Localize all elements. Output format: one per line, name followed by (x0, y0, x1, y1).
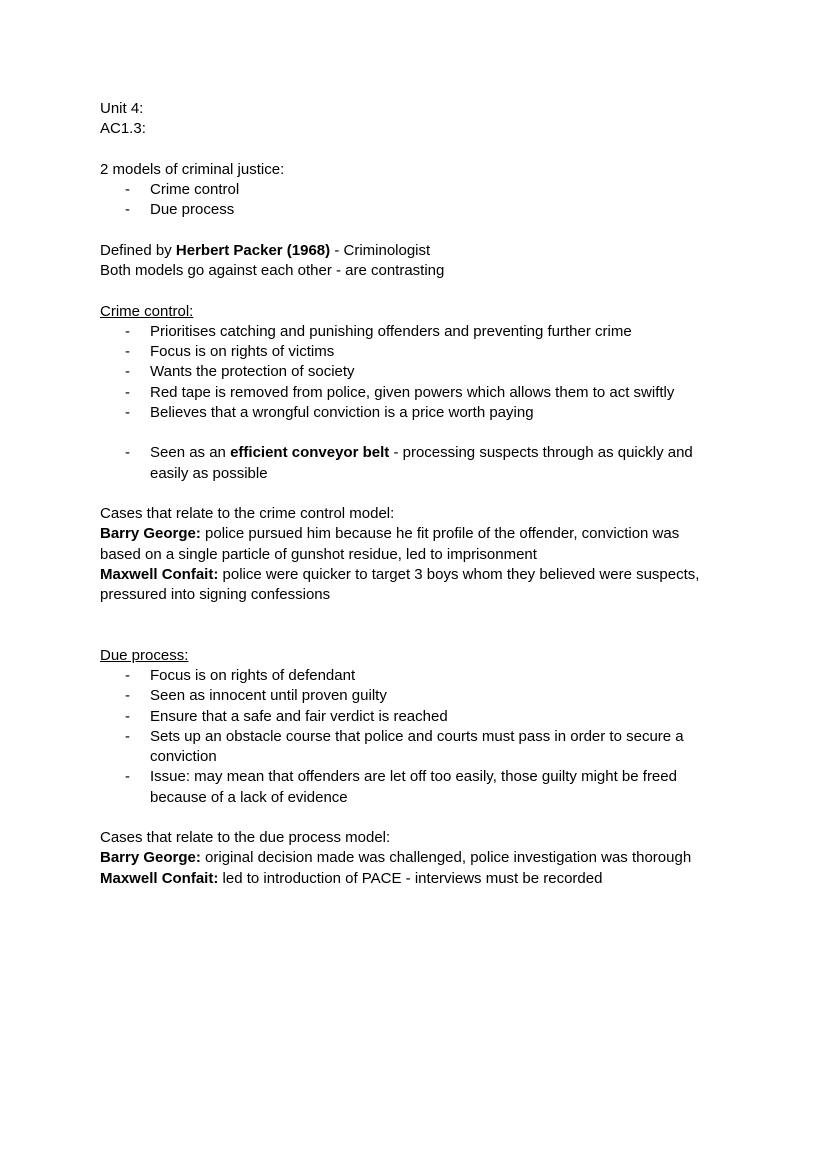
list-item-text: Believes that a wrongful conviction is a price worth paying (150, 403, 534, 421)
bullet-dash: - (125, 201, 130, 219)
case-text: led to introduction of PACE - interviews must be recorded (218, 869, 603, 887)
crime-control-heading: Crime control: (100, 302, 194, 320)
list-item-text: Prioritises catching and punishing offenders and preventing further crime (150, 322, 632, 340)
bullet-dash: - (125, 403, 130, 421)
unit-label: Unit 4: (100, 100, 144, 117)
due-process-heading: Due process: (100, 646, 189, 664)
list-item-text: Wants the protection of society (150, 363, 355, 381)
case-name: Barry George: (100, 849, 201, 867)
case-text: original decision made was challenged, police investigation was thorough (200, 849, 692, 867)
bullet-dash: - (125, 363, 130, 381)
case-entry (100, 524, 720, 565)
definition-suffix: - Criminologist (330, 241, 431, 259)
document-page (100, 99, 740, 889)
crime-control-cases-heading: Cases that relate to the crime control model: (100, 505, 395, 522)
list-item (100, 666, 710, 686)
case-text: police pursued him because he fit profile of the offender, conviction was based on a single particle of gunshot residue, led to imprisonment (100, 525, 680, 563)
list-item (100, 200, 710, 220)
list-item-text: - processing suspects through as quickly and easily as possible (150, 444, 693, 482)
bullet-dash: - (125, 444, 130, 462)
list-item (100, 767, 710, 808)
bullet-dash: - (125, 181, 130, 198)
list-item-text: Focus is on rights of defendant (150, 667, 356, 684)
list-item-text: Seen as innocent until proven guilty (150, 687, 387, 705)
list-item (100, 727, 710, 768)
due-process-list (100, 666, 740, 808)
conveyor-belt-term: efficient conveyor belt (230, 444, 390, 462)
bullet-dash: - (125, 343, 130, 360)
case-entry (100, 565, 720, 606)
list-item-text: Ensure that a safe and fair verdict is reached (150, 707, 448, 725)
models-heading: 2 models of criminal justice: (100, 160, 285, 178)
case-entry (100, 848, 740, 868)
bullet-dash: - (125, 322, 130, 340)
list-item (100, 180, 710, 200)
list-item-text: Due process (150, 201, 235, 219)
list-item-text: Red tape is removed from police, given powers which allows them to act swiftly (150, 383, 675, 401)
list-item (100, 403, 710, 423)
list-item-text: Seen as an (150, 444, 231, 462)
list-item (100, 342, 710, 362)
case-text: police were quicker to target 3 boys whom they believed were suspects, pressured into signing confessions (100, 565, 700, 603)
due-process-cases-heading: Cases that relate to the due process model: (100, 829, 391, 846)
list-item (100, 686, 710, 706)
bullet-dash: - (125, 383, 130, 401)
definition-line (100, 241, 740, 261)
list-item (100, 322, 710, 342)
bullet-dash: - (125, 768, 130, 786)
list-item-text: Sets up an obstacle course that police and courts must pass in order to secure a conviction (150, 727, 684, 765)
list-item (100, 362, 710, 382)
bullet-dash: - (125, 707, 130, 725)
case-name: Barry George: (100, 525, 201, 543)
bullet-dash: - (125, 687, 130, 705)
models-list (100, 180, 740, 221)
list-item (100, 707, 710, 727)
list-item (100, 443, 710, 484)
bullet-dash: - (125, 727, 130, 745)
definition-author: Herbert Packer (1968) (175, 241, 331, 259)
bullet-dash: - (125, 667, 130, 684)
list-item-text: Crime control (150, 181, 240, 198)
list-item-text: Issue: may mean that offenders are let off too easily, those guilty might be freed because of a lack of evidence (150, 768, 677, 806)
definition-prefix: Defined by (100, 241, 176, 259)
case-name: Maxwell Confait: (100, 869, 219, 887)
case-entry (100, 869, 740, 889)
definition-line-2: Both models go against each other - are contrasting (100, 262, 445, 279)
list-item (100, 383, 710, 403)
case-name: Maxwell Confait: (100, 565, 219, 583)
crime-control-list (100, 322, 740, 484)
list-item-text: Focus is on rights of victims (150, 343, 335, 360)
ac-label: AC1.3: (100, 120, 146, 138)
